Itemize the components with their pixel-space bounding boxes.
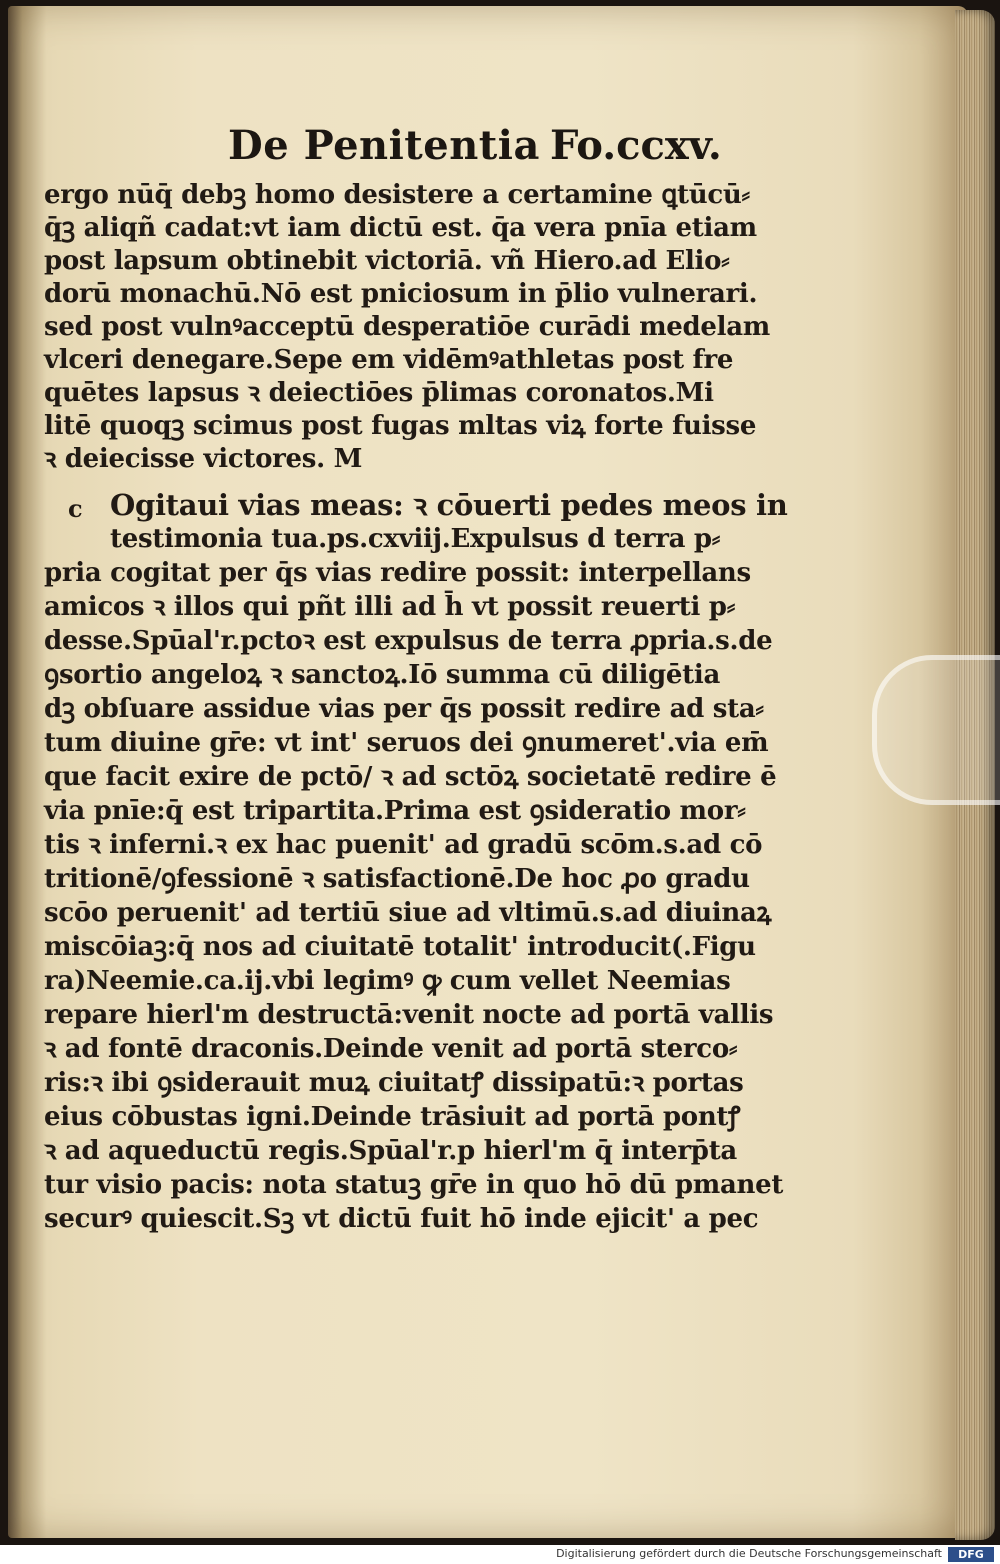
text-line: scōo peruenit' ad tertiū siue ad vltimū.s.ad diuinaꝝ <box>44 898 772 928</box>
running-title: De Penitentia <box>228 122 540 169</box>
text-line: tur visio pacis: nota statuꝫ gr̄e in quo hō dū pmanet <box>44 1170 784 1200</box>
text-line: testimonia tua.ps.cxviij.Expulsus d terra p⸗ <box>110 524 721 554</box>
text-line: ergo nūq̄ debꝫ homo desistere a certamine ꝗtūcū⸗ <box>44 180 750 210</box>
text-line: pria cogitat per q̄s vias redire possit: interpellans <box>44 558 751 588</box>
text-line: repare hierl'm destructā:venit nocte ad portā vallis <box>44 1000 774 1030</box>
text-line: tritionē/ꝯfessionē ꝛ satisfactionē.De hoc ꝓo gradu <box>44 864 750 894</box>
text-line: q̄ꝫ aliqñ cadat:vt iam dictū est. q̄a vera pnīa etiam <box>44 213 757 243</box>
text-line: ꝛ deiecisse victores. M <box>44 444 363 474</box>
text-line: tum diuine gr̄e: vt int' seruos dei ꝯnumeret'.via em̄ <box>44 728 769 758</box>
text-line: vlceri denegare.Sepe em vidēmꝰathletas post fre <box>44 345 734 375</box>
text-line: que facit exire de pctō/ ꝛ ad sctōꝝ societatē redire ē <box>44 762 777 792</box>
text-line: quētes lapsus ꝛ deiectiōes p̄limas coronatos.Mi <box>44 378 714 408</box>
text-line: dorū monachū.Nō est pniciosum in p̄lio vulnerari. <box>44 279 758 309</box>
folio-number: Fo.ccxv. <box>550 122 722 169</box>
text-line: post lapsum obtinebit victoriā. vñ Hiero.ad Elio⸗ <box>44 246 730 276</box>
text-line: litē quoqꝫ scimus post fugas mltas viꝝ forte fuisse <box>44 411 757 441</box>
section-marker: c <box>68 494 83 523</box>
text-line: sed post vulnꝰacceptū desperatiōe curādi medelam <box>44 312 770 342</box>
dfg-logo: DFG <box>948 1547 994 1562</box>
text-line: ꝯsortio angeloꝝ ꝛ sanctoꝝ.Iō summa cū diligētia <box>44 660 720 690</box>
text-line: ra)Neemie.ca.ij.vbi legimꝰ ꝙ cum vellet Neemias <box>44 966 731 996</box>
text-line: miscōiaꝫ:q̄ nos ad ciuitatē totalit' introducit(.Figu <box>44 932 756 962</box>
text-line: via pnīe:q̄ est tripartita.Prima est ꝯsideratio mor⸗ <box>44 796 746 826</box>
text-line: desse.Spūal'r.pctoꝛ est expulsus de terra ꝓpria.s.de <box>44 626 773 656</box>
text-line: eius cōbustas igni.Deinde trāsiuit ad portā pontꝭ <box>44 1102 741 1132</box>
text-line: tis ꝛ inferni.ꝛ ex hac puenit' ad gradū scōm.s.ad cō <box>44 830 763 860</box>
text-line: ris:ꝛ ibi ꝯsiderauit muꝝ ciuitatꝭ dissipatū:ꝛ portas <box>44 1068 744 1098</box>
page-clip <box>872 655 1000 805</box>
text-line: amicos ꝛ illos qui pñt illi ad h̄ vt possit reuerti p⸗ <box>44 592 736 622</box>
text-line: ꝛ ad aqueductū regis.Spūal'r.p hierl'm q̄ interp̄ta <box>44 1136 737 1166</box>
digitization-footer <box>0 1545 1000 1564</box>
page-header <box>228 122 728 172</box>
text-line: ꝛ ad fontē draconis.Deinde venit ad portā sterco⸗ <box>44 1034 738 1064</box>
text-line: dꝫ obſuare assidue vias per q̄s possit redire ad sta⸗ <box>44 694 764 724</box>
funding-credit: Digitalisierung gefördert durch die Deutsche Forschungsgemeinschaft <box>556 1547 942 1560</box>
text-line-capitulum: Ogitaui vias meas: ꝛ cōuerti pedes meos in <box>110 488 788 522</box>
text-line: securꝰ quiescit.Sꝫ vt dictū fuit hō inde ejicit' a pec <box>44 1204 759 1234</box>
